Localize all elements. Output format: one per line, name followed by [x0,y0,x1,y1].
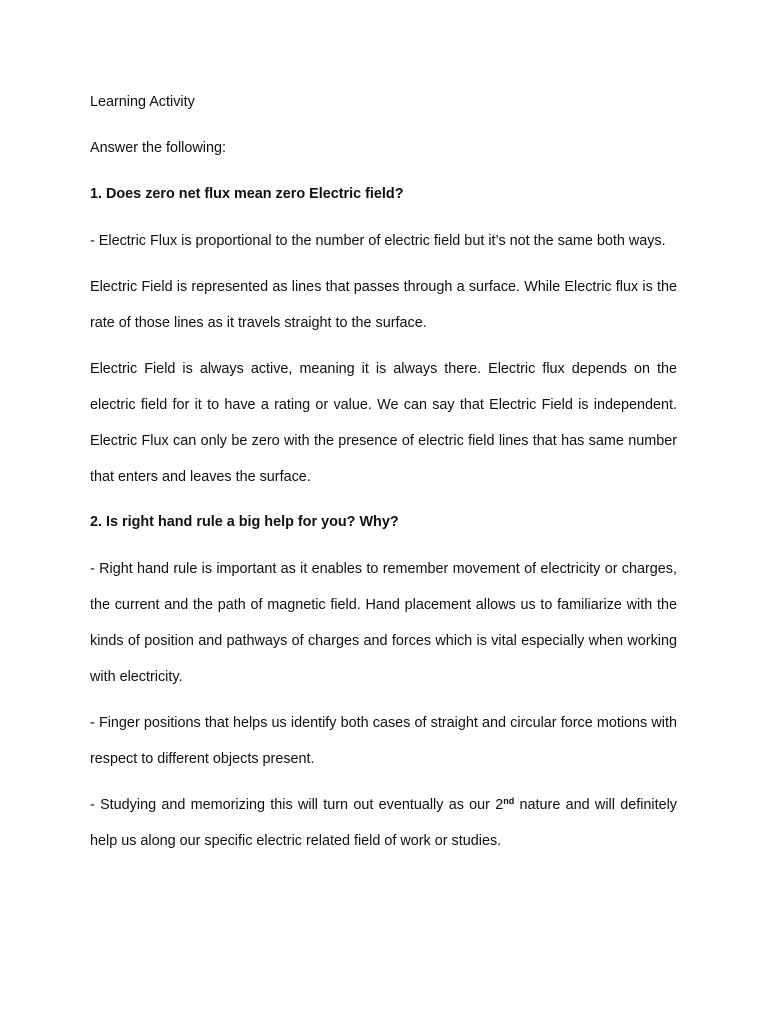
document-title: Learning Activity [90,94,195,110]
q1-answer-paragraph-3: Electric Field is always active, meaning it is always there. Electric flux depends on the electric field for it to have a rating or value. We can say that Electric Field is independent. Electric Flux can only be zero with the presence of electric field lines that has same number that enters and leaves the surface. [90,361,677,485]
ordinal-superscript: nd [503,796,515,807]
q2-answer-paragraph-3-end: nature and will definitely help us along our specific electric related field of work or studies. [90,797,677,849]
q2-answer-paragraph-3 [90,787,677,859]
q2-answer-paragraph-3-start: - Studying and memorizing this will turn out eventually as our 2 [90,797,504,813]
instruction-text: Answer the following: [90,140,226,156]
q2-answer-paragraph-1: - Right hand rule is important as it enables to remember movement of electricity or charges, the current and the path of magnetic field. Hand placement allows us to familiarize with the kinds of position and pathways of charges and forces which is vital especially when working with electricity. [90,561,677,685]
q2-answer-paragraph-2: - Finger positions that helps us identify both cases of straight and circular force motions with respect to different objects present. [90,715,677,767]
document-body [90,85,677,859]
question-1-heading: 1. Does zero net flux mean zero Electric field? [90,186,404,202]
q1-answer-paragraph-2: Electric Field is represented as lines that passes through a surface. While Electric flux is the rate of those lines as it travels straight to the surface. [90,279,677,331]
q1-answer-paragraph-1: - Electric Flux is proportional to the number of electric field but it’s not the same both ways. [90,233,666,249]
question-2-heading: 2. Is right hand rule a big help for you? Why? [90,514,399,530]
